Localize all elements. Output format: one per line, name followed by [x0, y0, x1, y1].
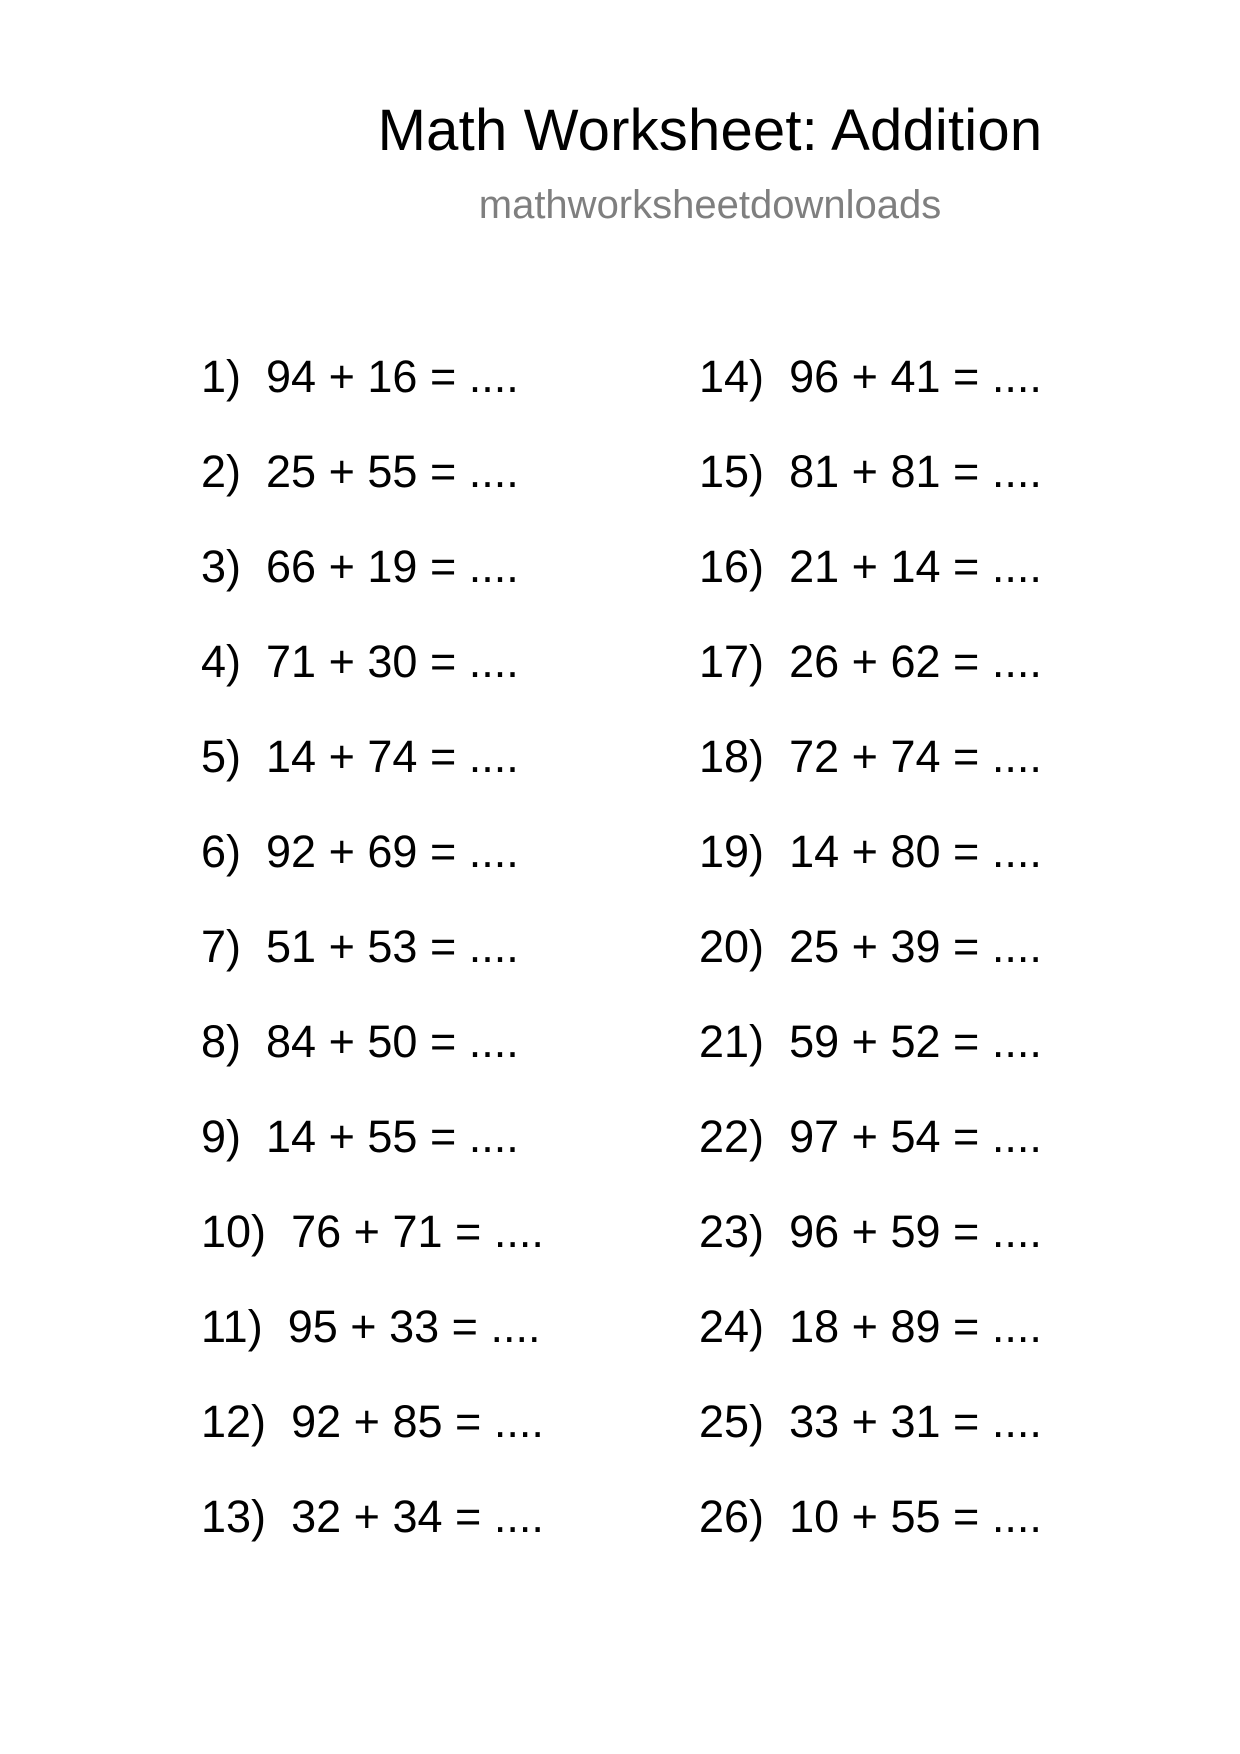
operator: +	[328, 636, 355, 687]
problem-column-left	[201, 347, 544, 1582]
problem-number: 4)	[201, 636, 242, 687]
answer-blank: ....	[991, 1111, 1042, 1162]
problem-item	[201, 1487, 544, 1582]
equals-sign: =	[429, 446, 457, 497]
equals-sign: =	[429, 541, 457, 592]
answer-blank: ....	[468, 446, 519, 497]
addend-b: 54	[890, 1111, 941, 1162]
operator: +	[851, 351, 878, 402]
operator: +	[851, 636, 878, 687]
problem-item	[201, 727, 544, 822]
answer-blank: ....	[468, 1111, 519, 1162]
problem-number: 6)	[201, 826, 242, 877]
page-title: Math Worksheet: Addition	[377, 98, 1043, 163]
equals-sign: =	[953, 1016, 980, 1067]
answer-blank: ....	[991, 1396, 1042, 1447]
problem-item	[201, 1107, 544, 1202]
problem-number: 20)	[699, 921, 765, 972]
equals-sign: =	[429, 921, 457, 972]
problem-item	[201, 632, 544, 727]
problem-item	[699, 347, 1042, 442]
addend-a: 84	[266, 1016, 317, 1067]
operator: +	[851, 731, 878, 782]
equals-sign: =	[429, 351, 457, 402]
operator: +	[328, 1016, 355, 1067]
answer-blank: ....	[468, 731, 519, 782]
problem-number: 10)	[201, 1206, 267, 1257]
problem-number: 13)	[201, 1491, 267, 1542]
addend-b: 81	[890, 446, 941, 497]
equals-sign: =	[953, 1206, 980, 1257]
problem-item	[699, 1012, 1042, 1107]
problem-item	[699, 1202, 1042, 1297]
addend-a: 59	[789, 1016, 840, 1067]
addend-b: 59	[890, 1206, 941, 1257]
operator: +	[353, 1491, 380, 1542]
operator: +	[350, 1301, 377, 1352]
answer-blank: ....	[490, 1301, 541, 1352]
problem-number: 17)	[699, 636, 765, 687]
answer-blank: ....	[991, 351, 1042, 402]
operator: +	[328, 731, 355, 782]
operator: +	[851, 1016, 878, 1067]
problem-item	[201, 347, 544, 442]
answer-blank: ....	[991, 826, 1042, 877]
answer-blank: ....	[991, 1016, 1042, 1067]
equals-sign: =	[953, 541, 980, 592]
addend-b: 30	[367, 636, 418, 687]
addend-a: 72	[789, 731, 840, 782]
operator: +	[328, 1111, 355, 1162]
problem-number: 3)	[201, 541, 242, 592]
answer-blank: ....	[468, 351, 519, 402]
equals-sign: =	[455, 1491, 482, 1542]
page-subtitle: mathworksheetdownloads	[478, 183, 942, 227]
answer-blank: ....	[493, 1396, 544, 1447]
problem-item	[201, 442, 544, 537]
addend-b: 34	[392, 1491, 443, 1542]
problem-item	[699, 442, 1042, 537]
problem-item	[201, 1392, 544, 1487]
addend-b: 55	[890, 1491, 941, 1542]
problem-number: 18)	[699, 731, 765, 782]
addend-a: 14	[789, 826, 840, 877]
operator: +	[328, 541, 355, 592]
problem-number: 7)	[201, 921, 242, 972]
operator: +	[851, 1111, 878, 1162]
problem-item	[699, 1392, 1042, 1487]
addend-a: 14	[266, 1111, 317, 1162]
addend-a: 25	[789, 921, 840, 972]
answer-blank: ....	[493, 1491, 544, 1542]
addend-b: 74	[890, 731, 941, 782]
addend-a: 14	[266, 731, 317, 782]
addend-b: 14	[890, 541, 941, 592]
addend-a: 33	[789, 1396, 840, 1447]
addend-b: 52	[890, 1016, 941, 1067]
addend-b: 71	[392, 1206, 443, 1257]
equals-sign: =	[451, 1301, 478, 1352]
addend-b: 33	[389, 1301, 440, 1352]
addend-a: 97	[789, 1111, 840, 1162]
addend-b: 55	[367, 1111, 418, 1162]
operator: +	[851, 541, 878, 592]
problem-item	[699, 727, 1042, 822]
answer-blank: ....	[493, 1206, 544, 1257]
problem-item	[699, 1107, 1042, 1202]
addend-a: 92	[266, 826, 317, 877]
addend-a: 26	[789, 636, 840, 687]
problem-item	[201, 917, 544, 1012]
addend-a: 25	[266, 446, 317, 497]
operator: +	[851, 446, 878, 497]
operator: +	[851, 1396, 878, 1447]
answer-blank: ....	[468, 826, 519, 877]
addend-b: 39	[890, 921, 941, 972]
addend-b: 50	[367, 1016, 418, 1067]
operator: +	[851, 1301, 878, 1352]
equals-sign: =	[455, 1206, 482, 1257]
addend-b: 53	[367, 921, 418, 972]
problem-item	[201, 537, 544, 632]
problem-number: 12)	[201, 1396, 267, 1447]
problem-number: 21)	[699, 1016, 765, 1067]
addend-a: 18	[789, 1301, 840, 1352]
addend-b: 85	[392, 1396, 443, 1447]
operator: +	[328, 921, 355, 972]
operator: +	[851, 826, 878, 877]
problem-item	[699, 537, 1042, 632]
problem-item	[699, 822, 1042, 917]
addend-b: 41	[890, 351, 941, 402]
equals-sign: =	[953, 636, 980, 687]
equals-sign: =	[953, 351, 980, 402]
answer-blank: ....	[991, 1206, 1042, 1257]
operator: +	[328, 826, 355, 877]
problem-number: 22)	[699, 1111, 765, 1162]
equals-sign: =	[953, 1111, 980, 1162]
addend-b: 31	[890, 1396, 941, 1447]
equals-sign: =	[953, 921, 980, 972]
answer-blank: ....	[468, 1016, 519, 1067]
operator: +	[353, 1396, 380, 1447]
addend-a: 81	[789, 446, 840, 497]
addend-a: 66	[266, 541, 317, 592]
problem-number: 24)	[699, 1301, 765, 1352]
problem-item	[201, 1202, 544, 1297]
equals-sign: =	[429, 1016, 457, 1067]
addend-b: 89	[890, 1301, 941, 1352]
equals-sign: =	[429, 731, 457, 782]
problem-number: 11)	[201, 1301, 263, 1352]
addend-b: 55	[367, 446, 418, 497]
problem-item	[699, 1487, 1042, 1582]
addend-a: 94	[266, 351, 317, 402]
problem-number: 15)	[699, 446, 765, 497]
problem-column-right	[699, 347, 1042, 1582]
addend-a: 96	[789, 351, 840, 402]
answer-blank: ....	[991, 1301, 1042, 1352]
addend-a: 92	[291, 1396, 342, 1447]
answer-blank: ....	[991, 731, 1042, 782]
problem-number: 14)	[699, 351, 765, 402]
addend-b: 69	[367, 826, 418, 877]
problem-item	[699, 917, 1042, 1012]
equals-sign: =	[953, 446, 980, 497]
operator: +	[851, 1491, 878, 1542]
answer-blank: ....	[991, 1491, 1042, 1542]
problem-number: 1)	[201, 351, 242, 402]
addend-b: 16	[367, 351, 418, 402]
problem-number: 23)	[699, 1206, 765, 1257]
answer-blank: ....	[991, 636, 1042, 687]
equals-sign: =	[455, 1396, 482, 1447]
answer-blank: ....	[991, 446, 1042, 497]
addend-b: 80	[890, 826, 941, 877]
problem-number: 9)	[201, 1111, 242, 1162]
answer-blank: ....	[468, 921, 519, 972]
addend-b: 19	[367, 541, 418, 592]
problem-number: 19)	[699, 826, 765, 877]
addend-a: 95	[287, 1301, 338, 1352]
answer-blank: ....	[468, 541, 519, 592]
equals-sign: =	[953, 731, 980, 782]
addend-a: 51	[266, 921, 317, 972]
addend-a: 10	[789, 1491, 840, 1542]
equals-sign: =	[953, 1301, 980, 1352]
problem-number: 8)	[201, 1016, 242, 1067]
problem-number: 16)	[699, 541, 765, 592]
addend-a: 21	[789, 541, 840, 592]
problem-item	[699, 1297, 1042, 1392]
operator: +	[353, 1206, 380, 1257]
equals-sign: =	[953, 1491, 980, 1542]
addend-a: 71	[266, 636, 317, 687]
operator: +	[851, 921, 878, 972]
problem-item	[699, 632, 1042, 727]
answer-blank: ....	[991, 921, 1042, 972]
operator: +	[851, 1206, 878, 1257]
answer-blank: ....	[468, 636, 519, 687]
problem-number: 5)	[201, 731, 242, 782]
equals-sign: =	[429, 636, 457, 687]
addend-a: 32	[291, 1491, 342, 1542]
equals-sign: =	[429, 1111, 457, 1162]
answer-blank: ....	[991, 541, 1042, 592]
addend-a: 76	[291, 1206, 342, 1257]
equals-sign: =	[429, 826, 457, 877]
equals-sign: =	[953, 826, 980, 877]
addend-b: 74	[367, 731, 418, 782]
operator: +	[328, 446, 355, 497]
equals-sign: =	[953, 1396, 980, 1447]
problem-number: 26)	[699, 1491, 765, 1542]
problem-item	[201, 1297, 544, 1392]
problem-number: 25)	[699, 1396, 765, 1447]
problem-number: 2)	[201, 446, 242, 497]
problem-item	[201, 1012, 544, 1107]
addend-a: 96	[789, 1206, 840, 1257]
addend-b: 62	[890, 636, 941, 687]
problem-item	[201, 822, 544, 917]
operator: +	[328, 351, 355, 402]
